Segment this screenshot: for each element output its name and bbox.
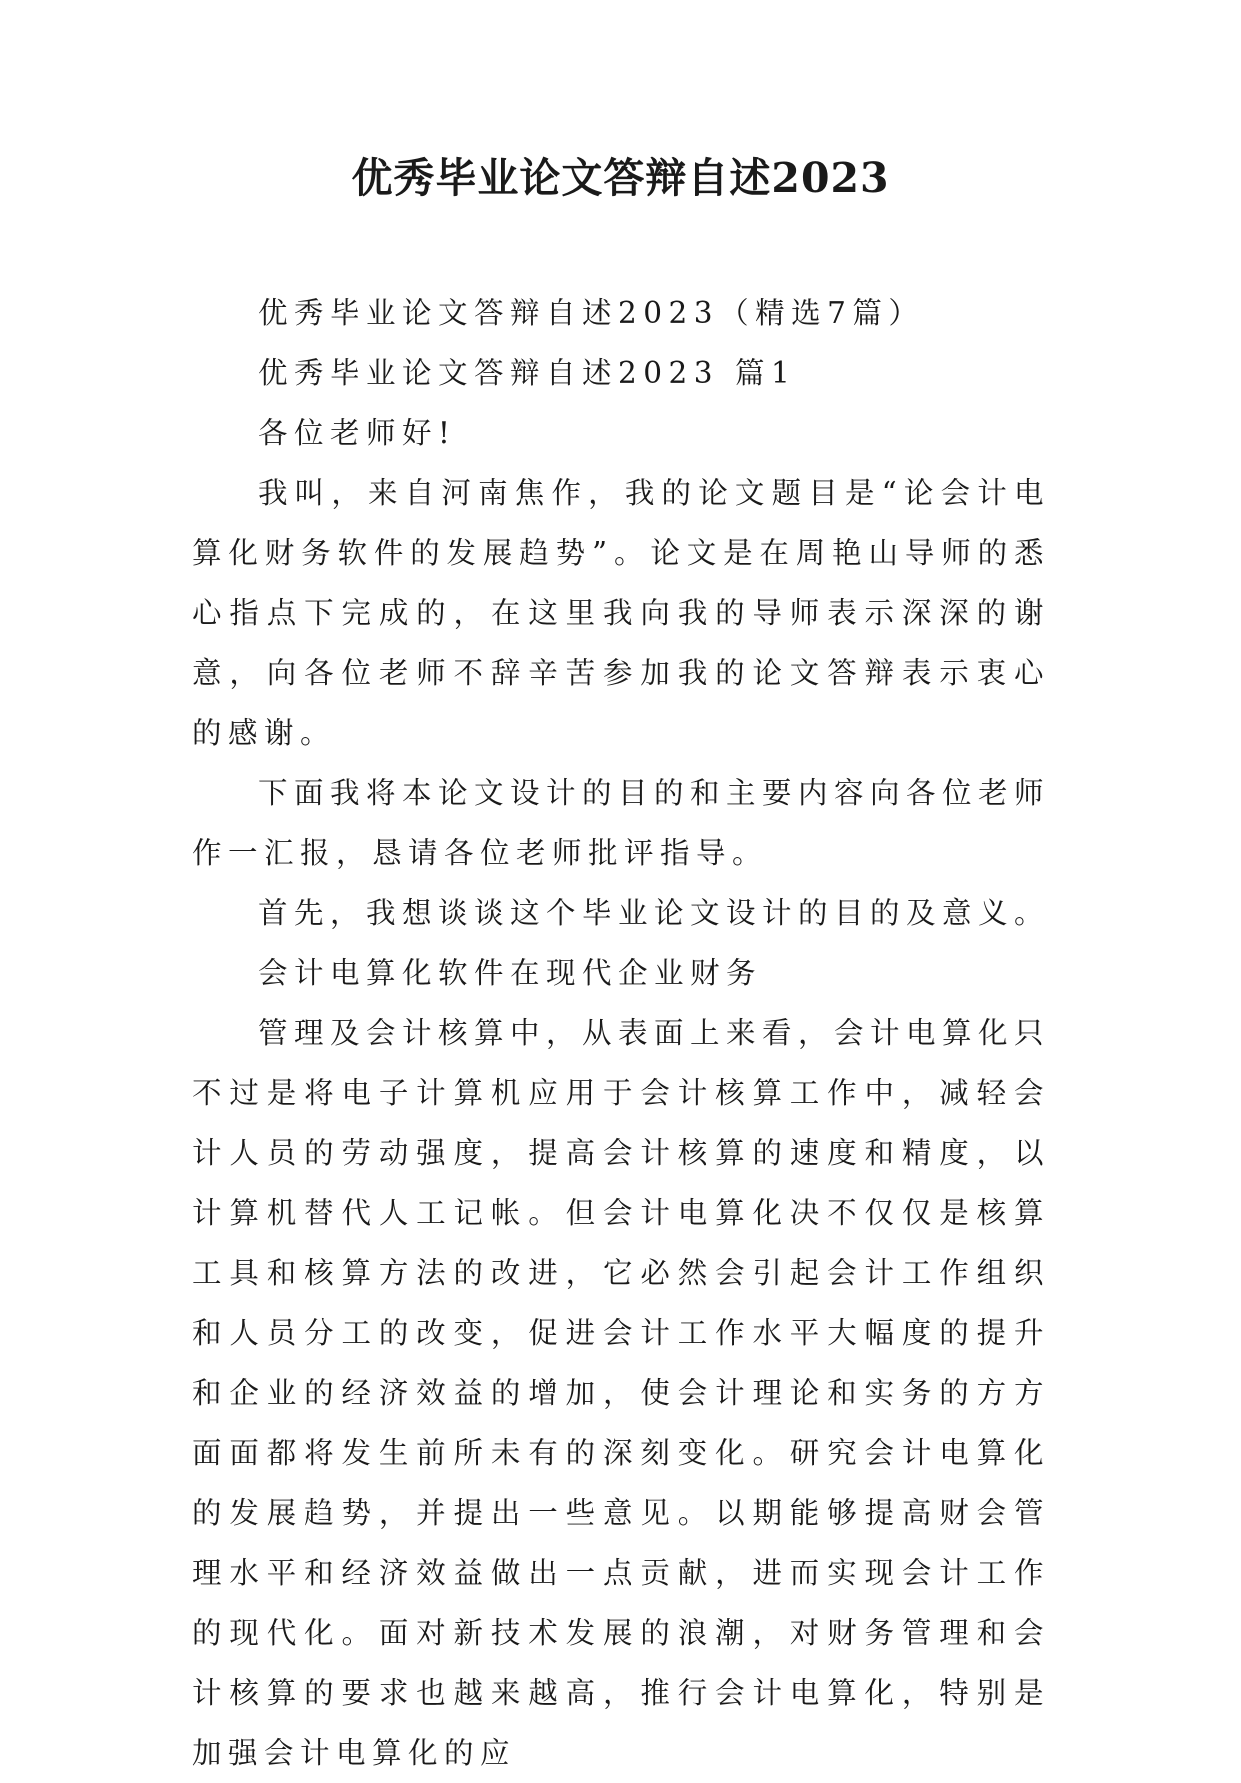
document-body — [192, 283, 1050, 1783]
paragraph-greeting: 各位老师好! — [258, 416, 457, 450]
paragraph-main-text: 管理及会计核算中，从表面上来看，会计电算化只不过是将电子计算机应用于会计核算工作中，减轻会计人员的劳动强度，提高会计核算的速度和精度，以计算机替代人工记帐。但会计电算化决不仅仅是核算工具和核算方法的改进，它必然会引起会计工作组织和人员分工的改变，促进会计工作水平大幅度的提升和企业的经济效益的增加，使会计理论和实务的方方面面都将发生前所未有的深刻变化。研究会计电算化的发展趋势，并提出一些意见。以期能够提高财会管理水平和经济效益做出一点贡献，进而实现会计工作的现代化。面对新技术发展的浪潮，对财务管理和会计核算的要求也越来越高，推行会计电算化，特别是加强会计电算化的应 — [192, 1016, 1051, 1770]
paragraph-report-intro: 下面我将本论文设计的目的和主要内容向各位老师作一汇报，恳请各位老师批评指导。 — [192, 776, 1051, 870]
paragraph-software-line: 会计电算化软件在现代企业财务 — [258, 956, 763, 990]
document-title: 优秀毕业论文答辩自述2023 — [351, 154, 890, 202]
paragraph-section-heading: 优秀毕业论文答辩自述2023 篇1 — [258, 356, 797, 390]
paragraph-introduction: 我叫，来自河南焦作，我的论文题目是“论会计电算化财务软件的发展趋势”。论文是在周艳山导师的悉心指点下完成的，在这里我向我的导师表示深深的谢意，向各位老师不辞辛苦参加我的论文答辩表示衷心的感谢。 — [192, 476, 1050, 750]
paragraph-purpose-heading: 首先，我想谈谈这个毕业论文设计的目的及意义。 — [258, 896, 1051, 930]
paragraph-subtitle: 优秀毕业论文答辩自述2023（精选7篇） — [258, 296, 925, 330]
